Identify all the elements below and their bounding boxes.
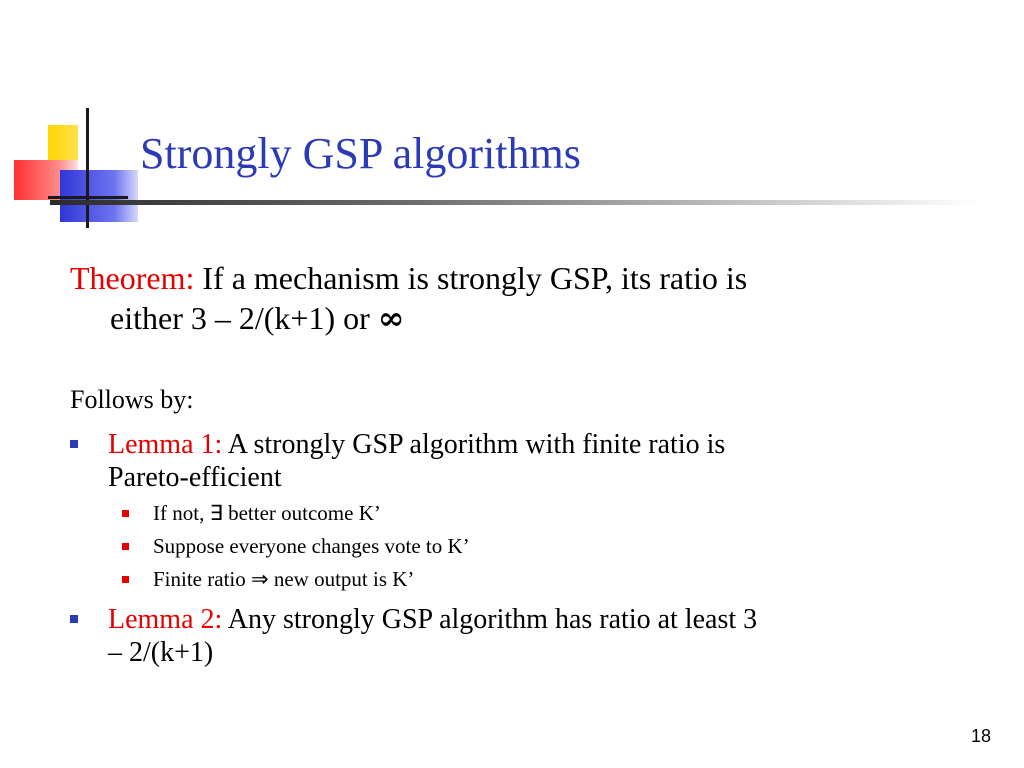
lemma1-label: Lemma 1:	[108, 429, 223, 460]
lemma1-item	[70, 428, 910, 494]
theorem-label: Theorem:	[70, 260, 195, 296]
bullet-square-icon	[70, 440, 78, 448]
bullet-square-icon	[122, 543, 129, 550]
subitem-text: Finite ratio ⇒ new output is K’	[153, 567, 415, 591]
page-number: 18	[970, 726, 991, 746]
infinity-symbol: ∞	[377, 299, 405, 337]
theorem-text-line1: If a mechanism is strongly GSP, its ratio is	[202, 260, 748, 296]
bullet-square-icon	[122, 576, 129, 583]
slide-title: Strongly GSP algorithms	[140, 129, 581, 178]
bullet-square-icon	[122, 510, 129, 517]
subitem-text: If not, ∃ better outcome K’	[153, 501, 381, 525]
lemma1-text-line1: A strongly GSP algorithm with finite ratio is	[227, 429, 726, 460]
lemma1-subitem	[122, 533, 470, 559]
follows-by-text: Follows by:	[70, 385, 194, 414]
lemma1-subitem	[122, 500, 381, 526]
lemma2-label: Lemma 2:	[108, 604, 223, 635]
theorem-block	[70, 258, 930, 338]
lemma2-item	[70, 603, 910, 669]
lemma2-text-line2: – 2/(k+1)	[108, 637, 214, 668]
theorem-text-line2: either 3 – 2/(k+1) or	[110, 300, 370, 336]
lemma1-subitem	[122, 566, 414, 592]
subitem-text: Suppose everyone changes vote to K’	[153, 534, 470, 558]
title-divider	[50, 200, 980, 205]
lemma1-text-line2: Pareto-efficient	[108, 462, 282, 493]
bullet-square-icon	[70, 615, 78, 623]
lemma2-text-line1: Any strongly GSP algorithm has ratio at least 3	[227, 604, 758, 635]
